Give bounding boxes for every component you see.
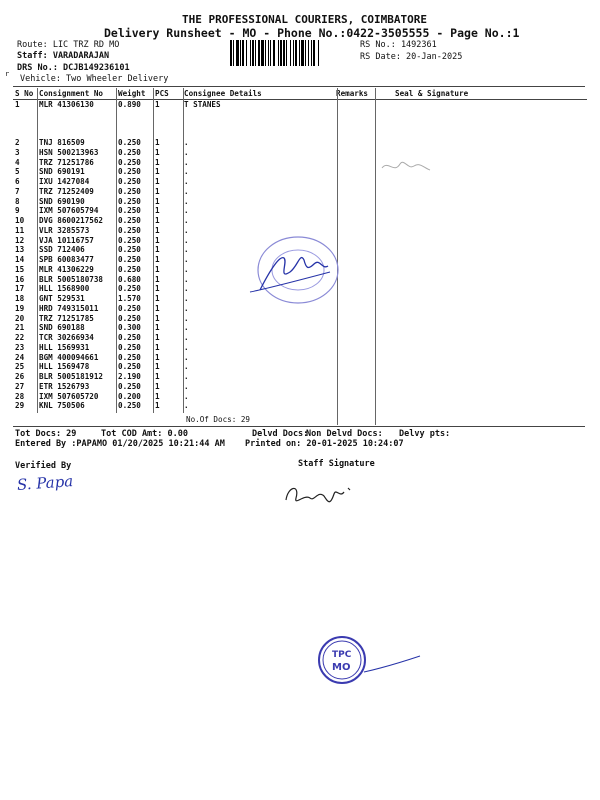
- cell-consignee: T STANES: [184, 100, 221, 109]
- cell-sno: 13: [15, 245, 25, 255]
- cell-sno: 25: [15, 362, 25, 372]
- cell-pcs: 1: [155, 362, 160, 372]
- non-delvd-docs: Non Delvd Docs:: [306, 429, 383, 439]
- cell-consignment: DVG 8600217562: [39, 216, 104, 225]
- col-rule: [375, 88, 376, 425]
- no-of-docs: No.Of Docs: 29: [186, 415, 251, 424]
- delivery-seal-stamp: [240, 220, 350, 320]
- cell-weight: 0.250: [118, 362, 141, 372]
- cell-weight: 0.250: [118, 177, 141, 186]
- table-row: [13, 382, 587, 392]
- cell-remarks: [334, 362, 371, 372]
- cell-consignment: TNJ 816509: [39, 138, 85, 147]
- cell-sno: 7: [15, 186, 20, 196]
- col-sno: S No: [13, 87, 37, 100]
- cell-weight: 0.250: [118, 352, 141, 362]
- faint-mark: [378, 154, 438, 184]
- cell-seal: [371, 226, 587, 236]
- cell-consignment: MLR 41306229: [39, 264, 94, 274]
- cell-consignment: SND 690190: [39, 196, 85, 206]
- cell-weight: 0.250: [118, 157, 141, 167]
- col-seal: Seal & Signature: [371, 87, 587, 100]
- cell-sno: 15: [15, 264, 25, 274]
- cell-pcs: 1: [155, 381, 160, 391]
- cell-pcs: 1: [155, 284, 160, 294]
- cell-consignment: GNT 529531: [39, 294, 85, 303]
- rs-number: RS No.: 1492361: [360, 40, 437, 50]
- cell-pcs: 1: [155, 167, 160, 177]
- cell-sno: 3: [15, 147, 20, 157]
- cell-seal: [371, 392, 587, 402]
- cell-pcs: 1: [155, 342, 160, 352]
- cell-consignment: KNL 750506: [39, 401, 85, 411]
- cell-sno: 5: [15, 167, 20, 177]
- cell-consignee: .: [184, 206, 189, 216]
- cell-sno: 6: [15, 177, 20, 186]
- cell-weight: 0.250: [118, 225, 141, 235]
- tot-docs: Tot Docs: 29: [15, 429, 77, 439]
- table-row: [13, 197, 587, 207]
- cell-weight: 0.250: [118, 138, 141, 147]
- table-row: [13, 343, 587, 353]
- cell-consignment: SND 690188: [39, 323, 85, 333]
- barcode: [230, 40, 356, 66]
- cell-weight: 2.190: [118, 372, 141, 381]
- col-rule: [153, 88, 154, 413]
- cell-consignee: .: [184, 138, 189, 147]
- table-row: [13, 148, 587, 158]
- cell-consignee: .: [184, 362, 189, 372]
- cell-consignee: .: [184, 342, 189, 352]
- cell-seal: [371, 255, 587, 265]
- mo-round-stamp: [312, 628, 432, 698]
- entered-by: Entered By :PAPAMO 01/20/2025 10:21:44 AM: [15, 439, 225, 449]
- cell-consignee: .: [184, 313, 189, 323]
- cell-consignment: TCR 30266934: [39, 333, 94, 342]
- table-row: [13, 177, 587, 187]
- cell-pcs: 1: [155, 147, 160, 157]
- cell-consignment: HSN 500213963: [39, 147, 99, 157]
- cell-sno: 21: [15, 323, 25, 333]
- cell-sno: 1: [15, 100, 20, 109]
- cell-consignee: .: [184, 177, 189, 186]
- cell-consignment: MLR 41306130: [39, 100, 94, 109]
- cell-consignment: BLR 5005181912: [39, 372, 104, 381]
- col-consignment: Consignment No: [37, 87, 116, 100]
- cell-weight: 0.250: [118, 245, 141, 255]
- verifier-handwriting: S. Papa: [16, 472, 74, 494]
- col-consignee: Consignee Details: [182, 87, 334, 100]
- cell-consignment: HLL 1569931: [39, 342, 90, 352]
- cell-remarks: [334, 206, 371, 216]
- cell-remarks: [334, 110, 371, 148]
- cell-pcs: 1: [155, 138, 160, 147]
- cell-consignee: .: [184, 381, 189, 391]
- cell-consignee: .: [184, 225, 189, 235]
- cell-pcs: 1: [155, 333, 160, 342]
- cell-remarks: [334, 333, 371, 343]
- cell-weight: 0.200: [118, 391, 141, 401]
- cell-sno: 2: [15, 138, 20, 147]
- cell-seal: [371, 100, 587, 110]
- cell-weight: 0.890: [118, 100, 141, 109]
- cell-weight: 1.570: [118, 294, 141, 303]
- cell-sno: 18: [15, 294, 25, 303]
- cell-remarks: [334, 148, 371, 158]
- cell-remarks: [334, 392, 371, 402]
- cell-consignee: .: [184, 186, 189, 196]
- cell-seal: [371, 401, 587, 411]
- cell-consignee: .: [184, 216, 189, 225]
- cell-remarks: [334, 167, 371, 177]
- cell-sno: 4: [15, 157, 20, 167]
- cell-consignment: TRZ 71252409: [39, 186, 94, 196]
- cell-seal: [371, 333, 587, 343]
- cell-pcs: 1: [155, 313, 160, 323]
- cell-pcs: 1: [155, 177, 160, 186]
- cell-consignment: BLR 5005180738: [39, 274, 104, 284]
- cell-seal: [371, 197, 587, 207]
- cell-weight: 0.250: [118, 333, 141, 342]
- table-row: [13, 100, 587, 110]
- table-row: [13, 372, 587, 382]
- tot-cod-amount: Tot COD Amt: 0.00: [101, 429, 188, 439]
- cell-weight: 0.680: [118, 274, 141, 284]
- cell-seal: [371, 362, 587, 372]
- cell-weight: 0.250: [118, 313, 141, 323]
- col-pcs: PCS: [153, 87, 182, 100]
- cell-consignment: SPB 60083477: [39, 255, 94, 264]
- cell-seal: [371, 304, 587, 314]
- delvy-pts: Delvy pts:: [399, 429, 451, 439]
- cell-consignee: .: [184, 284, 189, 294]
- cell-consignment: IXM 507605720: [39, 391, 99, 401]
- cell-consignment: IXM 507605794: [39, 206, 99, 216]
- cell-seal: [371, 284, 587, 294]
- cell-consignee: .: [184, 372, 189, 381]
- barcode-bar: [319, 40, 320, 66]
- runsheet-title: Delivery Runsheet - MO - Phone No.:0422-3505555 - Page No.:1: [104, 26, 520, 40]
- cell-consignee: .: [184, 245, 189, 255]
- table-row: [13, 187, 587, 197]
- cell-weight: 0.250: [118, 284, 141, 294]
- staff-label: Staff: VARADARAJAN: [17, 51, 110, 61]
- cell-weight: 0.250: [118, 147, 141, 157]
- cell-weight: 0.250: [118, 381, 141, 391]
- cell-seal: [371, 294, 587, 304]
- cell-sno: 14: [15, 255, 25, 264]
- col-weight: Weight: [116, 87, 153, 100]
- cell-pcs: 1: [155, 294, 160, 303]
- cell-consignee: .: [184, 391, 189, 401]
- cell-remarks: [334, 197, 371, 207]
- cell-pcs: 1: [155, 255, 160, 264]
- cell-consignment: VLR 3285573: [39, 225, 90, 235]
- cell-seal: [371, 236, 587, 246]
- stamp-tpc: TPC: [332, 650, 352, 660]
- cell-pcs: 1: [155, 100, 160, 109]
- cell-sno: 16: [15, 274, 25, 284]
- cell-seal: [371, 206, 587, 216]
- cell-consignment: TRZ 71251785: [39, 313, 94, 323]
- table-row: [13, 333, 587, 343]
- cell-sno: 28: [15, 391, 25, 401]
- cell-consignment: VJA 10116757: [39, 235, 94, 245]
- table-row: [13, 167, 587, 177]
- cell-consignment: SND 690191: [39, 167, 85, 177]
- cell-seal: [371, 382, 587, 392]
- cell-weight: 0.250: [118, 167, 141, 177]
- cell-consignee: .: [184, 167, 189, 177]
- left-edge-mark: r: [5, 70, 10, 78]
- vehicle-label: Vehicle: Two Wheeler Delivery: [20, 74, 169, 84]
- cell-weight: 0.250: [118, 216, 141, 225]
- cell-consignment: BGM 400094661: [39, 352, 99, 362]
- stamp-mo: MO: [332, 662, 351, 673]
- cell-remarks: [334, 343, 371, 353]
- cell-remarks: [334, 100, 371, 110]
- cell-sno: 9: [15, 206, 20, 216]
- cell-weight: 0.250: [118, 186, 141, 196]
- cell-sno: 26: [15, 372, 25, 381]
- cell-pcs: 1: [155, 196, 160, 206]
- table-row: [13, 323, 587, 333]
- cell-consignment: ETR 1526793: [39, 381, 90, 391]
- drs-label: DRS No.: DCJB149236101: [17, 63, 130, 73]
- cell-consignee: .: [184, 157, 189, 167]
- cell-pcs: 1: [155, 401, 160, 411]
- cell-sno: 24: [15, 352, 25, 362]
- cell-consignment: TRZ 71251786: [39, 157, 94, 167]
- table-row: [13, 110, 587, 148]
- cell-sno: 10: [15, 216, 25, 225]
- cell-weight: 0.250: [118, 264, 141, 274]
- cell-pcs: 1: [155, 216, 160, 225]
- verified-by-label: Verified By: [15, 461, 72, 471]
- cell-seal: [371, 314, 587, 324]
- table-row: [13, 158, 587, 168]
- cell-seal: [371, 265, 587, 275]
- cell-seal: [371, 110, 587, 148]
- cell-pcs: 1: [155, 245, 160, 255]
- col-rule: [116, 88, 117, 413]
- cell-consignment: IXU 1427084: [39, 177, 90, 186]
- cell-pcs: 1: [155, 274, 160, 284]
- table-row: [13, 392, 587, 402]
- route-label: Route: LIC TRZ RD MO: [17, 40, 120, 50]
- cell-pcs: 1: [155, 352, 160, 362]
- table-header-row: [13, 87, 587, 100]
- cell-pcs: 1: [155, 303, 160, 313]
- table-row: [13, 401, 587, 411]
- cell-remarks: [334, 372, 371, 382]
- cell-seal: [371, 343, 587, 353]
- cell-seal: [371, 245, 587, 255]
- cell-seal: [371, 187, 587, 197]
- cell-pcs: 1: [155, 157, 160, 167]
- cell-weight: 0.250: [118, 235, 141, 245]
- cell-seal: [371, 353, 587, 363]
- cell-consignee: .: [184, 352, 189, 362]
- cell-sno: 27: [15, 381, 25, 391]
- cell-consignee: .: [184, 333, 189, 342]
- table-row: [13, 206, 587, 216]
- cell-remarks: [334, 177, 371, 187]
- rs-date: RS Date: 20-Jan-2025: [360, 52, 463, 62]
- cell-consignee: .: [184, 401, 189, 411]
- cell-pcs: 1: [155, 206, 160, 216]
- staff-signature-label: Staff Signature: [298, 459, 375, 469]
- cell-weight: 0.250: [118, 206, 141, 216]
- cell-seal: [371, 216, 587, 226]
- cell-pcs: 1: [155, 225, 160, 235]
- cell-weight: 0.250: [118, 196, 141, 206]
- cell-weight: 0.250: [118, 255, 141, 264]
- cell-consignment: HRD 749315011: [39, 303, 99, 313]
- cell-sno: 23: [15, 342, 25, 352]
- cell-pcs: 1: [155, 323, 160, 333]
- cell-consignee: .: [184, 323, 189, 333]
- cell-consignee: .: [184, 274, 189, 284]
- cell-remarks: [334, 382, 371, 392]
- cell-weight: 0.250: [118, 401, 141, 411]
- cell-consignee: .: [184, 264, 189, 274]
- col-rule: [183, 88, 184, 413]
- staff-signature-scribble: [280, 476, 360, 516]
- cell-sno: 12: [15, 235, 25, 245]
- cell-pcs: 1: [155, 391, 160, 401]
- cell-remarks: [334, 187, 371, 197]
- cell-consignee: .: [184, 294, 189, 303]
- cell-pcs: 1: [155, 372, 160, 381]
- col-remarks: Remarks: [334, 87, 371, 100]
- cell-weight: 0.250: [118, 303, 141, 313]
- cell-consignee: .: [184, 196, 189, 206]
- cell-weight: 0.250: [118, 342, 141, 352]
- cell-sno: 20: [15, 313, 25, 323]
- cell-seal: [371, 372, 587, 382]
- cell-sno: 17: [15, 284, 25, 294]
- cell-consignment: SSD 712406: [39, 245, 85, 255]
- cell-seal: [371, 275, 587, 285]
- cell-remarks: [334, 353, 371, 363]
- cell-consignee: .: [184, 303, 189, 313]
- cell-consignment: HLL 1568900: [39, 284, 90, 294]
- table-bottom-rule: [13, 426, 585, 427]
- cell-sno: 19: [15, 303, 25, 313]
- cell-pcs: 1: [155, 186, 160, 196]
- cell-seal: [371, 323, 587, 333]
- cell-weight: 0.300: [118, 323, 141, 333]
- delvd-docs: Delvd Docs:: [252, 429, 309, 439]
- col-rule: [37, 88, 38, 413]
- cell-sno: 8: [15, 196, 20, 206]
- cell-sno: 29: [15, 401, 25, 411]
- cell-consignee: .: [184, 235, 189, 245]
- cell-remarks: [334, 401, 371, 411]
- cell-consignee: .: [184, 147, 189, 157]
- cell-sno: 11: [15, 225, 25, 235]
- cell-remarks: [334, 323, 371, 333]
- cell-remarks: [334, 158, 371, 168]
- cell-consignment: HLL 1569478: [39, 362, 90, 372]
- company-title: THE PROFESSIONAL COURIERS, COIMBATORE: [182, 13, 428, 26]
- cell-pcs: 1: [155, 264, 160, 274]
- printed-on: Printed on: 20-01-2025 10:24:07: [245, 439, 404, 449]
- cell-sno: 22: [15, 333, 25, 342]
- cell-pcs: 1: [155, 235, 160, 245]
- table-row: [13, 362, 587, 372]
- table-row: [13, 353, 587, 363]
- cell-consignee: .: [184, 255, 189, 264]
